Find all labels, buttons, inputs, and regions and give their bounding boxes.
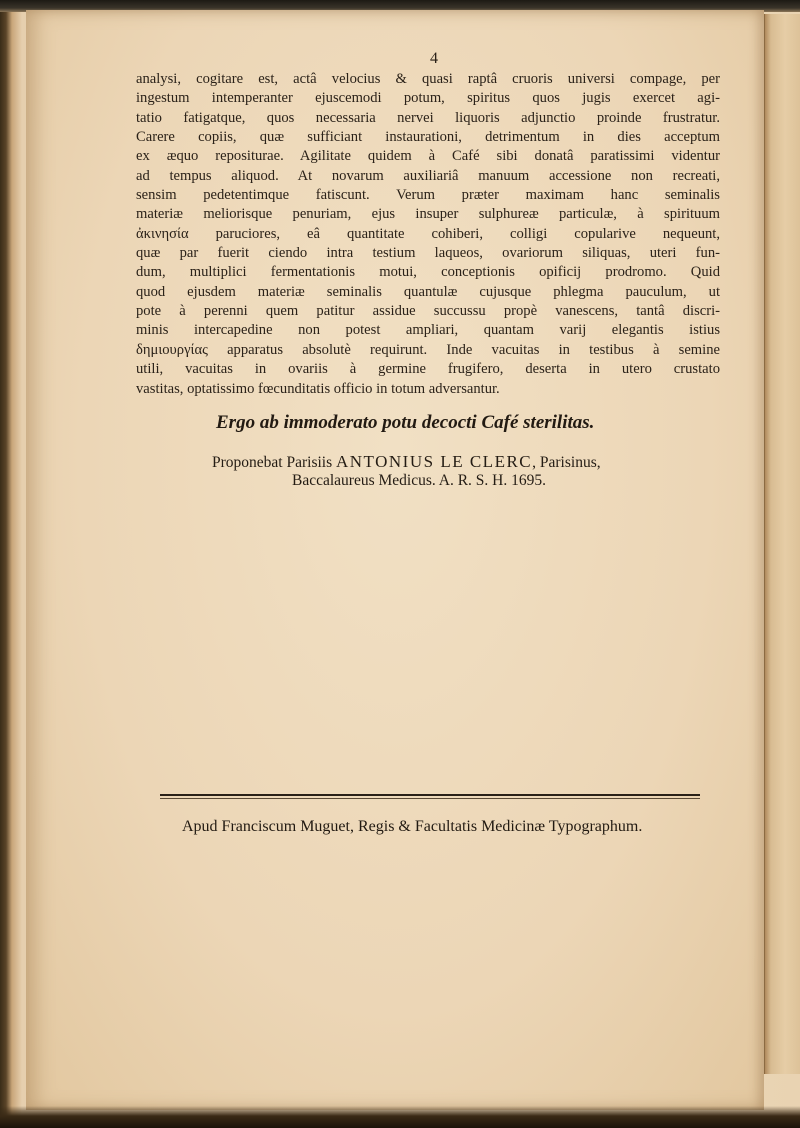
text-line: vastitas, optatissimo fœcunditatis officio in totum adversantur. (136, 380, 500, 397)
text-line: pote à perenni quem patitur assidue succussu propè vanescens, tantâ discri- (136, 303, 720, 320)
author-suffix: , Parisinus, (532, 454, 601, 471)
proponebat-prefix: Proponebat Parisiis (212, 454, 333, 471)
text-line: δημιουργίας apparatus absolutè requirunt. Inde vacuitas in testibus à semine (136, 341, 720, 358)
adjacent-page-edge (764, 14, 800, 1074)
text-line: sensim pedetentimque fatiscunt. Verum præter maximam hanc seminalis (136, 187, 720, 204)
text-line: ingestum intemperanter ejuscemodi potum, spiritus quos jugis exercet agi- (136, 90, 720, 107)
page-number: 4 (430, 50, 438, 67)
body-paragraph (136, 70, 720, 399)
text-line: tatio fatigatque, quos necessaria nervei liquoris adjunctio proinde frustratur. (136, 109, 720, 126)
text-line: ἀκινησία paruciores, eâ quantitate cohiberi, colligi copularive nequeunt, (136, 225, 720, 242)
proponent-line (212, 452, 672, 472)
text-line: ad tempus aliquod. At novarum auxiliariâ manuum accessione non recreati, (136, 167, 720, 184)
text-line: minis intercapedine non potest ampliari, quantam varij elegantis istius (136, 322, 720, 339)
text-line: quod ejusdem materiæ seminalis quantulæ cujusque phlegma pauculum, ut (136, 283, 720, 300)
thesis-conclusion: Ergo ab immoderato potu decocti Café sterilitas. (216, 412, 595, 433)
text-line: utili, vacuitas in ovariis à germine frugifero, deserta in utero crustato (136, 361, 720, 378)
printer-imprint: Apud Franciscum Muguet, Regis & Facultatis Medicinæ Typographum. (182, 818, 643, 835)
book-bottom-edge (0, 1106, 800, 1128)
text-line: materiæ meliorisque penuriam, ejus insuper sulphureæ particulæ, à spirituum (136, 206, 720, 223)
text-line: analysi, cogitare est, actâ velocius & quasi raptâ cruoris universi compage, per (136, 71, 720, 87)
text-line: dum, multiplici fermentationis motui, conceptionis opificij prodromo. Quid (136, 264, 720, 281)
text-line: quæ par fuerit ciendo intra testium laqueos, ovariorum siliquas, uteri fun- (136, 245, 720, 262)
text-line: ex æquo repositurae. Agilitate quidem à Café sibi donatâ paratissimi videntur (136, 148, 720, 165)
author-name: ANTONIUS LE CLERC (336, 452, 533, 471)
divider-rule (160, 794, 700, 796)
divider-rule-thin (160, 798, 700, 799)
degree-line: Baccalaureus Medicus. A. R. S. H. 1695. (292, 472, 546, 489)
text-line: Carere copiis, quæ sufficiant instaurationi, detrimentum in dies acceptum (136, 129, 720, 146)
